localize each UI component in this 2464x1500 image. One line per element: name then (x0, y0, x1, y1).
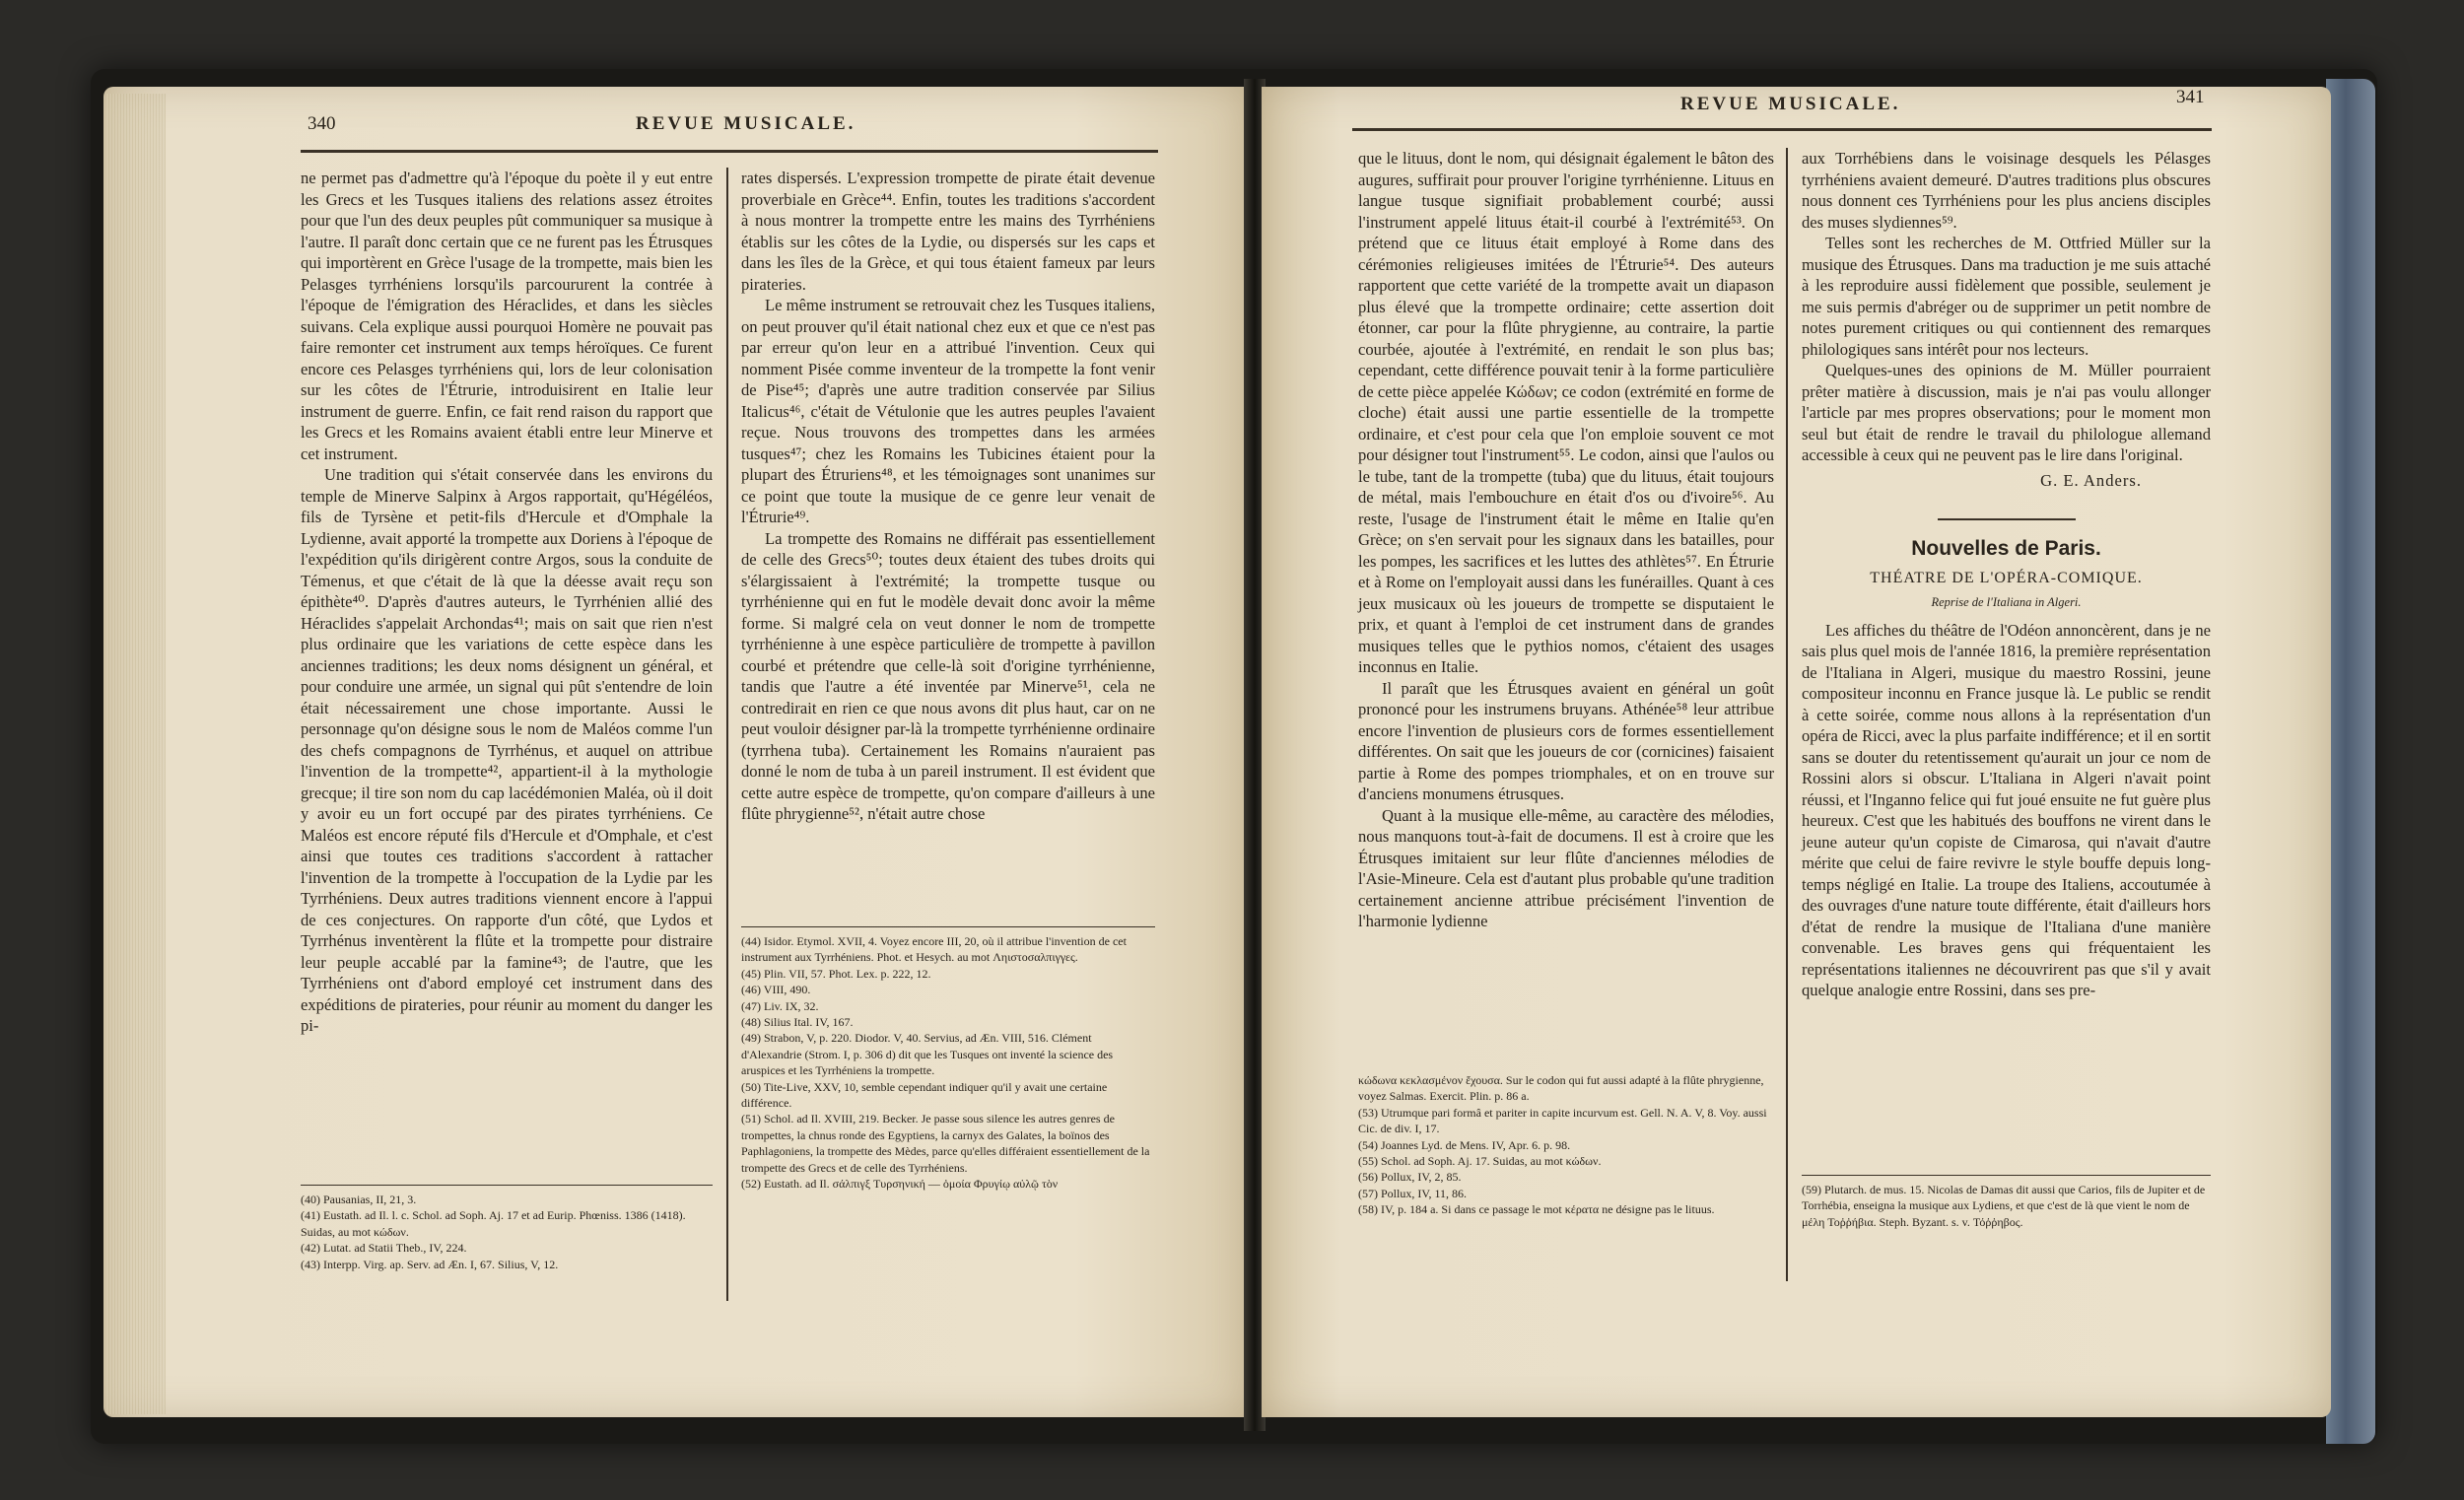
footnote: (57) Pollux, IV, 11, 86. (1358, 1186, 1468, 1200)
footnote: (47) Liv. IX, 32. (741, 998, 819, 1013)
footnote-rule (741, 926, 1155, 927)
author-signature: G. E. Anders. (2040, 470, 2142, 490)
footnote: (49) Strabon, V, p. 220. Diodor. V, 40. Servius, ad Æn. VIII, 516. Clément d'Alexandrie (Strom. I, p. 306 d) dit que les Tusques ont inventé la science des aruspices et les Tyrrhéniens la trompette. (741, 1031, 1114, 1078)
footnote: (40) Pausanias, II, 21, 3. (301, 1193, 417, 1206)
paragraph: Quant à la musique elle-même, au caractère des mélodies, nous manquons tout-à-fait de documens. Il est à croire que les Étrusques imitaient sur leur flûte d'anciennes mélodies de l'Asie-Mineure. Cela est d'autant plus probable qu'une tradition certainement ancienne attribue précisément l'invention de l'harmonie lydienne (1358, 805, 1774, 930)
left-column-1 (301, 168, 713, 1037)
footnote: (42) Lutat. ad Statii Theb., IV, 224. (301, 1241, 467, 1256)
right-column-2-footnotes (1802, 1175, 2211, 1230)
right-column-2-article (1802, 620, 2211, 1001)
paragraph: Le même instrument se retrouvait chez les Tusques italiens, on peut prouver qu'il était national chez eux et que ce n'est pas par erreur qu'on leur en a attribué l'invention. Ceux qui nomment Pisée comme inventeur de la trompette la font venir de Pise⁴⁵; d'après une autre tradition conservée par Silius Italicus⁴⁶, c'était de Vétulonie que les autres peuples l'avaient reçue. Nous trouvons des trompettes dans les armées tusques⁴⁷; chez les Romains les Tubicines étaient pour la plupart des Étruriens⁴⁸, et les témoignages sont unanimes sur ce point que toute la musique de ce genre leur venait de l'Étrurie⁴⁹. (741, 296, 1155, 526)
paragraph: aux Torrhébiens dans le voisinage desquels les Pélasges tyrrhéniens avaient demeuré. D'autres traditions plus obscures nous donnent ces Tyrrhéniens pour les plus anciens disciples des muses slydiennes⁵⁹. (1802, 149, 2211, 232)
left-column-1-footnotes (301, 1185, 713, 1272)
left-page-number: 340 (308, 113, 336, 134)
section-subtitle: THÉATRE DE L'OPÉRA-COMIQUE. (1870, 569, 2143, 586)
footnote: (46) VIII, 490. (741, 983, 811, 997)
left-column-2 (741, 168, 1155, 825)
footnote: (54) Joannes Lyd. de Mens. IV, Apr. 6. p. 98. (1358, 1137, 1571, 1152)
footnote: κώδωνα κεκλασμένον ἔχουσα. Sur le codon qui fut aussi adapté à la flûte phrygienne, voyez Salmas. Exercit. Plin. p. 86 a. (1358, 1073, 1764, 1104)
paragraph: rates dispersés. L'expression trompette de pirate était devenue proverbiale en Grèce⁴⁴. Enfin, toutes les traditions s'accordent à nous montrer la trompette entre les mains des Tyrrhéniens établis sur les côtes de la Lydie, ou dispersés sur les caps et dans les îles de la Grèce, et qui tous étaient fameux par leurs pirateries. (741, 169, 1155, 294)
section-separator (1938, 518, 2076, 520)
right-column-1-footnotes (1358, 1072, 1774, 1218)
right-column-divider (1786, 148, 1788, 1281)
footnote: (43) Interpp. Virg. ap. Serv. ad Æn. I, 67. Silius, V, 12. (301, 1257, 559, 1271)
footnote: (41) Eustath. ad Il. l. c. Schol. ad Soph. Aj. 17 et ad Eurip. Phœniss. 1386 (1418). Suidas, au mot κώδων. (301, 1208, 686, 1239)
footnote: (59) Plutarch. de mus. 15. Nicolas de Damas dit aussi que Carios, fils de Jupiter et de Torrhébia, enseigna la musique aux Lydiens, et que c'est de là que vient le nom de μέλη Τοῤῥήβια. Steph. Byzant. s. v. Τόῤῥηβος. (1802, 1183, 2206, 1229)
footnote: (55) Schol. ad Soph. Aj. 17. Suidas, au mot κώδων. (1358, 1154, 1602, 1169)
right-running-head: REVUE MUSICALE. (1680, 94, 1901, 114)
paragraph: que le lituus, dont le nom, qui désignait également le bâton des augures, suffirait pour prouver l'origine tyrrhénienne. Lituus en langue tusque signifiait probablement courbé; aussi l'instrument appelé lituus était-il courbé à l'extrémité⁵³. On prétend que ce lituus était employé à Rome dans des cérémonies religieuses imitées de l'Étrurie⁵⁴. Des auteurs rapportent que cette variété de la trompette avait un diapason plus élevé que la trompette ordinaire; cette assertion doit étonner, car pour la flûte phrygienne, au contraire, la partie courbée, ajoutée à l'extrémité, en rendait le son plus bas; cependant, cette différence pouvait tenir à la forme particulière de cette pièce appelée Κώδων; ce codon (extrémité en forme de cloche) était aussi une partie essentielle de la trompette ordinaire, et c'est pour cela que l'on emploie souvent ce mot pour désigner tout l'instrument⁵⁵. Le codon, ainsi que l'aulos ou le tube, tant de la trompette (tuba) que du lituus, était toujours de métal, mais l'embouchure en était d'os ou d'ivoire⁵⁶. Au reste, l'usage de l'instrument était le même en Italie qu'en Grèce; on s'en servait pour les signaux dans les batailles, pour les pompes, les sacrifices et les luttes des athlètes⁵⁷. En Étrurie et à Rome on l'employait aussi dans les funérailles. Quant à ces jeux musicaux où les joueurs de trompette se disputaient le prix, et quant à l'emploi de cet instrument dans de grandes musiques telles que le pythios nomos, c'étaient des usages inconnus en Italie. (1358, 149, 1774, 676)
footnote: (44) Isidor. Etymol. XVII, 4. Voyez encore III, 20, où il attribue l'invention de cet instrument aux Tyrrhéniens. Phot. et Hesych. au mot Ληιστοσαλπιγγες. (741, 934, 1127, 965)
page-edges (106, 94, 166, 1414)
left-running-head: REVUE MUSICALE. (636, 113, 856, 134)
paragraph: ne permet pas d'admettre qu'à l'époque du poète il y eut entre les Grecs et les Tusques italiens des relations assez étroites pour que l'un des deux peuples pût communiquer sa musique à l'autre. Il paraît donc certain que ce ne furent pas les Étrusques qui importèrent en Grèce l'usage de la trompette, mais bien les Pelasges tyrrhéniens lorsqu'ils parcoururent la contrée à l'époque de l'émigration des Héraclides, et dans les siècles suivans. Cela explique aussi pourquoi Homère ne pouvait pas faire remonter cet instrument aux temps héroïques. Ce furent encore ces Pelasges tyrrhéniens qui, lors de leur colonisation sur les côtes de l'Étrurie, introduisirent en Italie leur instrument de guerre. Enfin, ce fait rend raison du rapport que les Grecs et les Romains avaient établi entre leur Minerve et cet instrument. (301, 169, 713, 463)
footnote-rule (301, 1185, 713, 1186)
paragraph: La trompette des Romains ne différait pas essentiellement de celle des Grecs⁵⁰; toutes deux étaient des tubes droits qui s'élargissaient à l'extrémité; la trompette tusque ou tyrrhénienne qui en fut le modèle devait donc avoir la même forme. Si malgré cela on veut donner le nom de trompette tyrrhénienne à une espèce particulière de trompette à pavillon courbé et prétendre que celle-là soit d'origine tyrrhénienne, tandis que l'autre a été inventée par Minerve⁵¹, cela ne contredirait en rien ce que nous avons dit plus haut, car on ne peut vouloir désigner par-là la trompette tyrrhénienne ordinaire (tyrrhena tuba). Certainement les Romains n'auraient pas donné le nom de tuba à un pareil instrument. Il est évident que cette autre espèce de trompette, qu'on compare d'ailleurs à une flûte phrygienne⁵², n'était autre chose (741, 528, 1155, 823)
footnote: (58) IV, p. 184 a. Si dans ce passage le mot κέρατα ne désigne pas le lituus. (1358, 1202, 1715, 1217)
footnote: (53) Utrumque pari formâ et pariter in capite incurvum est. Gell. N. A. V, 8. Voy. aussi Cic. de div. I, 17. (1358, 1105, 1767, 1136)
right-page-number: 341 (2176, 87, 2205, 107)
left-header-rule (301, 150, 1158, 153)
paragraph: Quelques-unes des opinions de M. Müller pourraient prêter matière à discussion, mais je n'ai pas voulu allonger l'article par mes propres observations; pour le moment mon seul but était de rendre le travail du philologue allemand accessible à ceux qui ne peuvent pas le lire dans l'original. (1802, 361, 2211, 464)
right-column-1 (1358, 148, 1774, 932)
section-subtitle-reprise: Reprise de l'Italiana in Algeri. (1931, 595, 2082, 609)
footnote: (52) Eustath. ad Il. σάλπιγξ Τυρσηνική — ὁμοία Φρυγίῳ αὐλῷ τὸν (741, 1177, 1059, 1192)
section-title: Nouvelles de Paris. (1911, 537, 2101, 560)
left-column-divider (726, 168, 728, 1301)
right-column-2 (1802, 148, 2211, 1001)
right-header-rule (1352, 128, 2212, 131)
footnote: (48) Silius Ital. IV, 167. (741, 1015, 854, 1030)
footnote: (56) Pollux, IV, 2, 85. (1358, 1170, 1462, 1185)
footnote-rule (1802, 1175, 2211, 1176)
paragraph: Telles sont les recherches de M. Ottfried Müller sur la musique des Étrusques. Dans ma traduction je me suis attaché à les reproduire aussi fidèlement que possible, seulement je me suis permis d'abréger ou de supprimer un petit nombre de notes purement critiques ou qui contiennent des remarques philologiques sans intérêt pour nos lecteurs. (1802, 234, 2211, 359)
paragraph: Une tradition qui s'était conservée dans les environs du temple de Minerve Salpinx à Argos rapportait, qu'Hégéléos, fils de Tyrsène et petit-fils d'Hercule et d'Omphale la Lydienne, avait apporté la trompette aux Doriens à l'époque de l'expédition qu'ils dirigèrent contre Argos, sous la conduite de Témenus, et que c'était de là que la déesse avait reçu son épithète⁴⁰. D'après d'autres auteurs, le Tyrrhénien allié des Héraclides s'appelait Archondas⁴¹; mais on sait que rien n'est plus ordinaire que les variations de cette espèce dans les anciennes traditions; les deux noms désignent un général, et pour conduire une armée, un signal qui pût s'entendre de loin était nécessairement une chose importante. Aussi le personnage qu'on désigne sous le nom de Maléos comme l'un des chefs compagnons de Tyrrhénus, et auquel on attribue l'invention de la trompette⁴², appartient-il à la mythologie grecque; il tire son nom du cap lacédémonien Maléa, où il doit y avoir eu un fort occupé par des pirates tyrrhéniens. Ce Maléos est encore réputé fils d'Hercule et d'Omphale, et c'est ainsi que toutes ces traditions s'accordent à rattacher l'invention de la trompette à l'occupation de la Lydie par les Tyrrhéniens. Deux autres traditions viennent encore à l'appui de ces conjectures. On rapporte d'un côté, que Lydos et Tyrrhénus inventèrent la flûte et la trompette pour distraire leur peuple accablé par la famine⁴³; de l'autre, que les Tyrrhéniens ont d'abord employé cet instrument dans des expéditions de pirateries, pour réunir au moment du danger les pi- (301, 465, 713, 1035)
footnote: (51) Schol. ad Il. XVIII, 219. Becker. Je passe sous silence les autres genres de trompettes, la chnus ronde des Egyptiens, la carnyx des Galates, la boïnos des Paphlagoniens, la trompette des Mèdes, parce qu'elles différaient essentiellement de la trompette des Grecs et de celle des Tyrrhéniens. (741, 1112, 1150, 1175)
left-column-2-footnotes (741, 926, 1155, 1193)
paragraph: Les affiches du théâtre de l'Odéon annoncèrent, dans je ne sais plus quel mois de l'année 1816, la première représentation de l'Italiana in Algeri, musique du maestro Rossini, jeune compositeur inconnu en France jusque là. Le public se rendit à cette soirée, comme nous allons à la représentation d'un opéra de Ricci, avec la plus parfaite indifférence; et il en sortit sans se douter du retentissement qu'aurait un jour ce nom de Rossini alors si obscur. L'Italiana in Algeri n'avait point réussi, et l'Inganno felice qui fut joué ensuite ne fut guère plus heureux. C'est que les habitués des bouffons ne virent dans le jeune auteur qu'un copiste de Cimarosa, qui n'avait d'autre mérite que celui de faire revivre le style bouffe depuis long-temps négligé en Italie. La troupe des Italiens, accoutumée à des ouvrages d'une nature toute différente, était d'ailleurs hors d'état de rendre la musique de l'Italiana d'une manière convenable. Les braves gens qui fréquentaient les représentations italiennes ne découvrirent pas que s'il y avait quelque analogie entre Rossini, dans ses pre- (1802, 620, 2211, 999)
footnote: (50) Tite-Live, XXV, 10, semble cependant indiquer qu'il y avait une certaine différence. (741, 1079, 1108, 1111)
footnote: (45) Plin. VII, 57. Phot. Lex. p. 222, 12. (741, 966, 931, 981)
paragraph: Il paraît que les Étrusques avaient en général un goût prononcé pour les instrumens bruyans. Athénée⁵⁸ leur attribue encore l'invention de plusieurs cors de formes essentiellement différentes. On sait que les joueurs de cor (cornicines) faisaient partie à Rome des pompes triomphales, et on en trouve sur d'anciens monumens étrusques. (1358, 678, 1774, 803)
right-column-2-intro (1802, 148, 2211, 466)
book-cover-edge (2326, 79, 2375, 1444)
